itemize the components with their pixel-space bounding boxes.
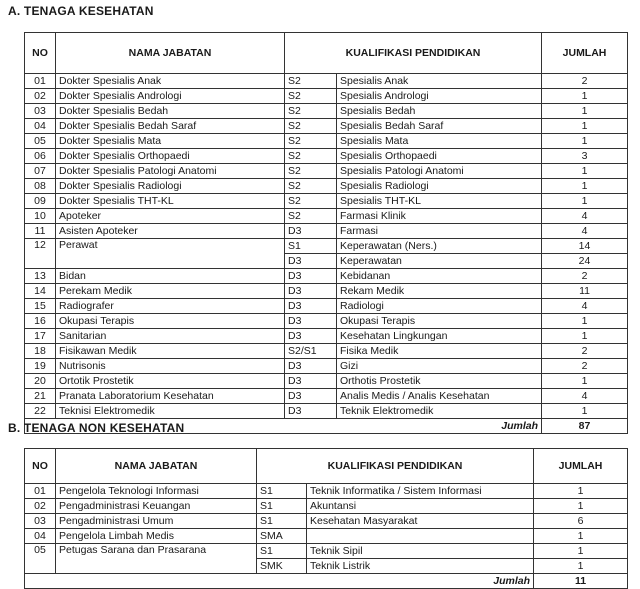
header-jumlah: JUMLAH bbox=[534, 449, 628, 484]
table-row bbox=[25, 284, 628, 299]
cell-jenjang: D3 bbox=[285, 224, 337, 239]
cell-nama: Dokter Spesialis Bedah Saraf bbox=[56, 119, 285, 134]
cell-jenjang: S2 bbox=[285, 149, 337, 164]
cell-no: 01 bbox=[25, 74, 56, 89]
header-no: NO bbox=[25, 33, 56, 74]
table-row bbox=[25, 499, 628, 514]
cell-jenjang: S2 bbox=[285, 134, 337, 149]
cell-jumlah: 4 bbox=[542, 389, 628, 404]
cell-jenjang: S1 bbox=[257, 499, 307, 514]
cell-jumlah: 1 bbox=[534, 529, 628, 544]
cell-jenjang: D3 bbox=[285, 254, 337, 269]
table-row bbox=[25, 134, 628, 149]
table-row bbox=[25, 224, 628, 239]
table-row bbox=[25, 544, 628, 559]
table-tenaga-kesehatan bbox=[24, 32, 628, 434]
cell-bidang: Spesialis Bedah bbox=[337, 104, 542, 119]
cell-jumlah: 6 bbox=[534, 514, 628, 529]
cell-jumlah: 1 bbox=[542, 89, 628, 104]
table-row bbox=[25, 209, 628, 224]
cell-jumlah: 1 bbox=[542, 194, 628, 209]
cell-nama: Pengadministrasi Keuangan bbox=[56, 499, 257, 514]
cell-jenjang: S1 bbox=[257, 544, 307, 559]
cell-no: 05 bbox=[25, 134, 56, 149]
table-row bbox=[25, 344, 628, 359]
cell-nama: Dokter Spesialis Bedah bbox=[56, 104, 285, 119]
table-row bbox=[25, 374, 628, 389]
cell-nama: Pengadministrasi Umum bbox=[56, 514, 257, 529]
cell-nama: Dokter Spesialis Anak bbox=[56, 74, 285, 89]
cell-bidang: Spesialis THT-KL bbox=[337, 194, 542, 209]
cell-jenjang: D3 bbox=[285, 329, 337, 344]
cell-jumlah: 1 bbox=[542, 329, 628, 344]
cell-jenjang: S1 bbox=[257, 484, 307, 499]
cell-jenjang: S2 bbox=[285, 164, 337, 179]
cell-jumlah: 2 bbox=[542, 344, 628, 359]
table-row bbox=[25, 329, 628, 344]
cell-jumlah: 14 bbox=[542, 239, 628, 254]
cell-nama: Asisten Apoteker bbox=[56, 224, 285, 239]
cell-bidang: Teknik Informatika / Sistem Informasi bbox=[307, 484, 534, 499]
cell-jenjang: SMA bbox=[257, 529, 307, 544]
cell-bidang: Rekam Medik bbox=[337, 284, 542, 299]
cell-jenjang: D3 bbox=[285, 269, 337, 284]
cell-jumlah: 2 bbox=[542, 74, 628, 89]
cell-jumlah: 1 bbox=[534, 544, 628, 559]
cell-jumlah: 1 bbox=[534, 484, 628, 499]
total-value: 87 bbox=[542, 419, 628, 434]
cell-nama: Pengelola Limbah Medis bbox=[56, 529, 257, 544]
header-kualifikasi: KUALIFIKASI PENDIDIKAN bbox=[257, 449, 534, 484]
cell-no: 10 bbox=[25, 209, 56, 224]
cell-jumlah: 1 bbox=[534, 499, 628, 514]
total-label: Jumlah bbox=[25, 574, 534, 589]
cell-jenjang: S1 bbox=[285, 239, 337, 254]
cell-nama: Dokter Spesialis Orthopaedi bbox=[56, 149, 285, 164]
cell-no: 19 bbox=[25, 359, 56, 374]
cell-jenjang: S2 bbox=[285, 179, 337, 194]
cell-jenjang: SMK bbox=[257, 559, 307, 574]
cell-no: 03 bbox=[25, 514, 56, 529]
cell-no: 20 bbox=[25, 374, 56, 389]
cell-bidang: Spesialis Orthopaedi bbox=[337, 149, 542, 164]
cell-bidang: Gizi bbox=[337, 359, 542, 374]
header-no: NO bbox=[25, 449, 56, 484]
cell-bidang: Akuntansi bbox=[307, 499, 534, 514]
cell-bidang: Spesialis Andrologi bbox=[337, 89, 542, 104]
cell-nama: Perawat bbox=[56, 239, 285, 269]
cell-no: 16 bbox=[25, 314, 56, 329]
header-jumlah: JUMLAH bbox=[542, 33, 628, 74]
table-row bbox=[25, 239, 628, 254]
total-row bbox=[25, 574, 628, 589]
cell-jenjang: S2 bbox=[285, 104, 337, 119]
table-row bbox=[25, 104, 628, 119]
cell-jumlah: 4 bbox=[542, 299, 628, 314]
total-label: Jumlah bbox=[25, 419, 542, 434]
cell-no: 02 bbox=[25, 89, 56, 104]
cell-jenjang: D3 bbox=[285, 299, 337, 314]
cell-no: 04 bbox=[25, 119, 56, 134]
cell-jumlah: 4 bbox=[542, 209, 628, 224]
table-row bbox=[25, 149, 628, 164]
cell-jumlah: 1 bbox=[542, 134, 628, 149]
cell-jenjang: S2 bbox=[285, 209, 337, 224]
cell-jumlah: 11 bbox=[542, 284, 628, 299]
cell-nama: Ortotik Prostetik bbox=[56, 374, 285, 389]
cell-jumlah: 1 bbox=[542, 404, 628, 419]
cell-nama: Pranata Laboratorium Kesehatan bbox=[56, 389, 285, 404]
cell-jumlah: 1 bbox=[542, 314, 628, 329]
cell-bidang: Kesehatan Masyarakat bbox=[307, 514, 534, 529]
cell-bidang: Keperawatan bbox=[337, 254, 542, 269]
cell-nama: Nutrisonis bbox=[56, 359, 285, 374]
cell-jumlah: 1 bbox=[542, 179, 628, 194]
cell-bidang: Analis Medis / Analis Kesehatan bbox=[337, 389, 542, 404]
cell-no: 09 bbox=[25, 194, 56, 209]
cell-jenjang: D3 bbox=[285, 404, 337, 419]
cell-no: 01 bbox=[25, 484, 56, 499]
table-row bbox=[25, 269, 628, 284]
cell-jenjang: D3 bbox=[285, 284, 337, 299]
cell-no: 04 bbox=[25, 529, 56, 544]
table-row bbox=[25, 389, 628, 404]
cell-bidang: Spesialis Mata bbox=[337, 134, 542, 149]
cell-jumlah: 1 bbox=[542, 104, 628, 119]
cell-nama: Dokter Spesialis Andrologi bbox=[56, 89, 285, 104]
cell-bidang: Kebidanan bbox=[337, 269, 542, 284]
cell-bidang: Keperawatan (Ners.) bbox=[337, 239, 542, 254]
cell-nama: Radiografer bbox=[56, 299, 285, 314]
table-row bbox=[25, 314, 628, 329]
cell-jumlah: 3 bbox=[542, 149, 628, 164]
cell-nama: Pengelola Teknologi Informasi bbox=[56, 484, 257, 499]
cell-nama: Dokter Spesialis THT-KL bbox=[56, 194, 285, 209]
cell-no: 07 bbox=[25, 164, 56, 179]
cell-no: 14 bbox=[25, 284, 56, 299]
cell-jenjang: S2 bbox=[285, 89, 337, 104]
cell-bidang: Spesialis Radiologi bbox=[337, 179, 542, 194]
cell-no: 02 bbox=[25, 499, 56, 514]
cell-no: 22 bbox=[25, 404, 56, 419]
total-value: 11 bbox=[534, 574, 628, 589]
cell-bidang: Spesialis Anak bbox=[337, 74, 542, 89]
header-nama-jabatan: NAMA JABATAN bbox=[56, 449, 257, 484]
cell-nama: Bidan bbox=[56, 269, 285, 284]
header-kualifikasi: KUALIFIKASI PENDIDIKAN bbox=[285, 33, 542, 74]
cell-jenjang: S2/S1 bbox=[285, 344, 337, 359]
cell-jenjang: D3 bbox=[285, 389, 337, 404]
table-header bbox=[25, 449, 628, 484]
table-row bbox=[25, 164, 628, 179]
cell-nama: Dokter Spesialis Radiologi bbox=[56, 179, 285, 194]
cell-bidang: Fisika Medik bbox=[337, 344, 542, 359]
header-nama-jabatan: NAMA JABATAN bbox=[56, 33, 285, 74]
cell-jumlah: 1 bbox=[542, 374, 628, 389]
cell-no: 17 bbox=[25, 329, 56, 344]
table-header bbox=[25, 33, 628, 74]
table-row bbox=[25, 484, 628, 499]
cell-jumlah: 1 bbox=[542, 119, 628, 134]
table-tenaga-non-kesehatan bbox=[24, 448, 628, 589]
cell-nama: Teknisi Elektromedik bbox=[56, 404, 285, 419]
table-row bbox=[25, 119, 628, 134]
cell-bidang: Kesehatan Lingkungan bbox=[337, 329, 542, 344]
cell-jumlah: 1 bbox=[542, 164, 628, 179]
cell-no: 15 bbox=[25, 299, 56, 314]
cell-nama: Apoteker bbox=[56, 209, 285, 224]
table-row bbox=[25, 299, 628, 314]
cell-jenjang: S2 bbox=[285, 119, 337, 134]
cell-bidang: Radiologi bbox=[337, 299, 542, 314]
cell-no: 03 bbox=[25, 104, 56, 119]
cell-no: 21 bbox=[25, 389, 56, 404]
table-row bbox=[25, 404, 628, 419]
cell-bidang: Teknik Elektromedik bbox=[337, 404, 542, 419]
table-row bbox=[25, 74, 628, 89]
cell-no: 06 bbox=[25, 149, 56, 164]
cell-nama: Perekam Medik bbox=[56, 284, 285, 299]
cell-no: 13 bbox=[25, 269, 56, 284]
cell-nama: Fisikawan Medik bbox=[56, 344, 285, 359]
cell-nama: Okupasi Terapis bbox=[56, 314, 285, 329]
cell-bidang: Teknik Sipil bbox=[307, 544, 534, 559]
table-row bbox=[25, 179, 628, 194]
cell-no: 08 bbox=[25, 179, 56, 194]
cell-no: 12 bbox=[25, 239, 56, 269]
cell-bidang bbox=[307, 529, 534, 544]
cell-bidang: Farmasi Klinik bbox=[337, 209, 542, 224]
cell-nama: Dokter Spesialis Mata bbox=[56, 134, 285, 149]
cell-bidang: Orthotis Prostetik bbox=[337, 374, 542, 389]
cell-bidang: Okupasi Terapis bbox=[337, 314, 542, 329]
cell-no: 18 bbox=[25, 344, 56, 359]
table-row bbox=[25, 194, 628, 209]
cell-jenjang: S1 bbox=[257, 514, 307, 529]
section-a-title: A. TENAGA KESEHATAN bbox=[8, 4, 154, 18]
cell-bidang: Farmasi bbox=[337, 224, 542, 239]
cell-jenjang: D3 bbox=[285, 359, 337, 374]
cell-jenjang: D3 bbox=[285, 314, 337, 329]
cell-jumlah: 24 bbox=[542, 254, 628, 269]
cell-jumlah: 1 bbox=[534, 559, 628, 574]
table-row bbox=[25, 529, 628, 544]
cell-nama: Petugas Sarana dan Prasarana bbox=[56, 544, 257, 574]
cell-jenjang: S2 bbox=[285, 194, 337, 209]
cell-bidang: Spesialis Patologi Anatomi bbox=[337, 164, 542, 179]
cell-nama: Dokter Spesialis Patologi Anatomi bbox=[56, 164, 285, 179]
section-b-title: B. TENAGA NON KESEHATAN bbox=[8, 421, 185, 435]
cell-jumlah: 2 bbox=[542, 359, 628, 374]
cell-jenjang: D3 bbox=[285, 374, 337, 389]
table-row bbox=[25, 359, 628, 374]
table-row bbox=[25, 514, 628, 529]
cell-jenjang: S2 bbox=[285, 74, 337, 89]
cell-bidang: Spesialis Bedah Saraf bbox=[337, 119, 542, 134]
cell-no: 11 bbox=[25, 224, 56, 239]
cell-jumlah: 4 bbox=[542, 224, 628, 239]
cell-bidang: Teknik Listrik bbox=[307, 559, 534, 574]
table-row bbox=[25, 89, 628, 104]
cell-no: 05 bbox=[25, 544, 56, 574]
cell-jumlah: 2 bbox=[542, 269, 628, 284]
cell-nama: Sanitarian bbox=[56, 329, 285, 344]
